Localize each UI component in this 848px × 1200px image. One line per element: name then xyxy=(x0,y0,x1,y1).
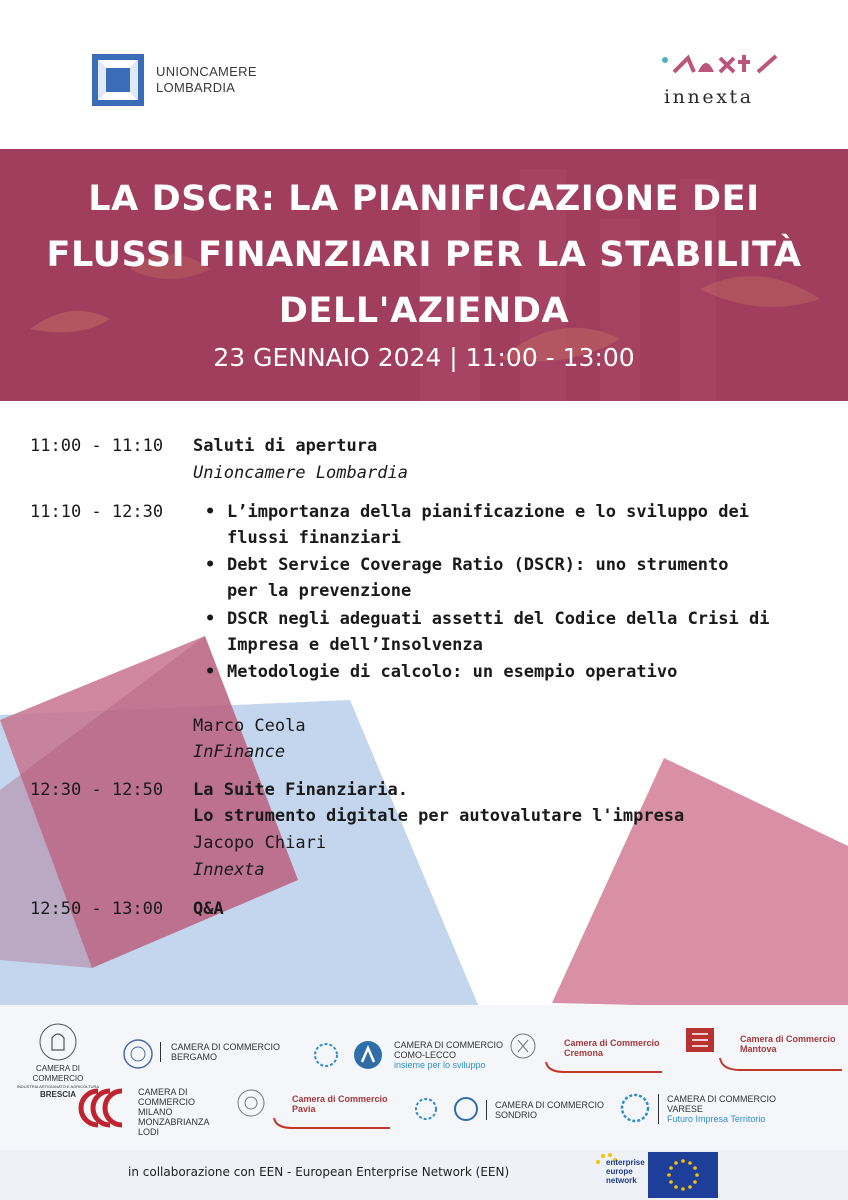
mantova-crest-icon xyxy=(684,1026,716,1054)
title-line-3: DELL'AZIENDA xyxy=(278,291,570,331)
milano-label: CAMERA DI COMMERCIO MILANO MONZABRIANZA LODI xyxy=(138,1087,210,1137)
innexta-logo-mark xyxy=(660,52,782,78)
cremona-swoosh-icon xyxy=(544,1060,664,1076)
bullet-icon: • xyxy=(205,662,216,682)
brescia-crest-icon xyxy=(38,1022,78,1062)
bullet-icon: • xyxy=(205,609,216,629)
como-lecco-label: CAMERA DI COMMERCIO COMO-LECCO insieme per lo sviluppo xyxy=(394,1040,504,1070)
session-4-time: 12:50 - 13:00 xyxy=(30,899,164,919)
topic-1-line-2: flussi finanziari xyxy=(227,528,401,548)
een-label: enterprise europe network xyxy=(606,1158,645,1185)
partner-logos xyxy=(0,1005,848,1150)
collaboration-note: in collaborazione con EEN - European Enterprise Network (EEN) xyxy=(128,1165,510,1179)
mantova-swoosh-icon xyxy=(718,1056,844,1076)
topic-4: Metodologie di calcolo: un esempio operativo xyxy=(227,662,678,682)
session-3-org: Innexta xyxy=(193,860,265,880)
cremona-label: Camera di Commercio Cremona xyxy=(564,1038,660,1058)
pavia-label: Camera di Commercio Pavia xyxy=(292,1094,388,1114)
event-date: 23 GENNAIO 2024 | 11:00 - 13:00 xyxy=(213,343,635,372)
session-2-org: InFinance xyxy=(193,742,286,762)
session-1-title: Saluti di apertura xyxy=(193,436,378,456)
brescia-label: CAMERA DI COMMERCIO INDUSTRIA ARTIGIANATO E AGRICOLTURA BRESCIA xyxy=(16,1064,100,1099)
title-banner xyxy=(0,149,848,401)
bullet-icon: • xyxy=(205,502,216,522)
topic-3-line-2: Impresa e dell’Insolvenza xyxy=(227,635,483,655)
topic-3-line-1: DSCR negli adeguati assetti del Codice della Crisi di xyxy=(227,609,770,629)
mantova-label: Camera di Commercio Mantova xyxy=(740,1034,836,1054)
bergamo-label: CAMERA DI COMMERCIO BERGAMO xyxy=(160,1042,280,1062)
session-2-time: 11:10 - 12:30 xyxy=(30,502,164,522)
session-1-time: 11:00 - 11:10 xyxy=(30,436,164,456)
varese-logo-icon xyxy=(618,1092,652,1124)
pavia-seal-icon xyxy=(236,1088,266,1118)
session-1-org: Unioncamere Lombardia xyxy=(193,463,408,483)
sondrio-logo-icon xyxy=(414,1096,482,1122)
innexta-wordmark: innexta xyxy=(664,86,754,108)
topic-2-line-2: per la prevenzione xyxy=(227,581,412,601)
session-4-title: Q&A xyxy=(193,899,224,919)
topic-1-line-1: L’importanza della pianificazione e lo sviluppo dei xyxy=(227,502,749,522)
session-3-speaker: Jacopo Chiari xyxy=(193,833,327,853)
pavia-swoosh-icon xyxy=(272,1116,392,1132)
cremona-seal-icon xyxy=(510,1032,536,1060)
session-2-speaker: Marco Ceola xyxy=(193,716,306,736)
como-lecco-logo-icon xyxy=(312,1040,388,1070)
session-3-title-1: La Suite Finanziaria. xyxy=(193,780,408,800)
title-line-2: FLUSSI FINANZIARI PER LA STABILITÀ xyxy=(46,235,802,275)
bergamo-seal-icon xyxy=(122,1038,154,1070)
milano-logo-icon xyxy=(78,1087,126,1129)
session-3-title-2: Lo strumento digitale per autovalutare l'impresa xyxy=(193,806,685,826)
title-line-1: LA DSCR: LA PIANIFICAZIONE DEI xyxy=(88,179,760,219)
sondrio-label: CAMERA DI COMMERCIO SONDRIO xyxy=(486,1100,604,1120)
topic-2-line-1: Debt Service Coverage Ratio (DSCR): uno strumento xyxy=(227,555,729,575)
event-title xyxy=(0,171,848,339)
unioncamere-name: UNIONCAMERE LOMBARDIA xyxy=(156,64,257,95)
varese-label: CAMERA DI COMMERCIO VARESE Futuro Impresa Territorio xyxy=(658,1094,776,1124)
bullet-icon: • xyxy=(205,555,216,575)
eu-flag-icon xyxy=(648,1152,718,1198)
unioncamere-logo xyxy=(92,54,144,106)
session-3-time: 12:30 - 12:50 xyxy=(30,780,164,800)
